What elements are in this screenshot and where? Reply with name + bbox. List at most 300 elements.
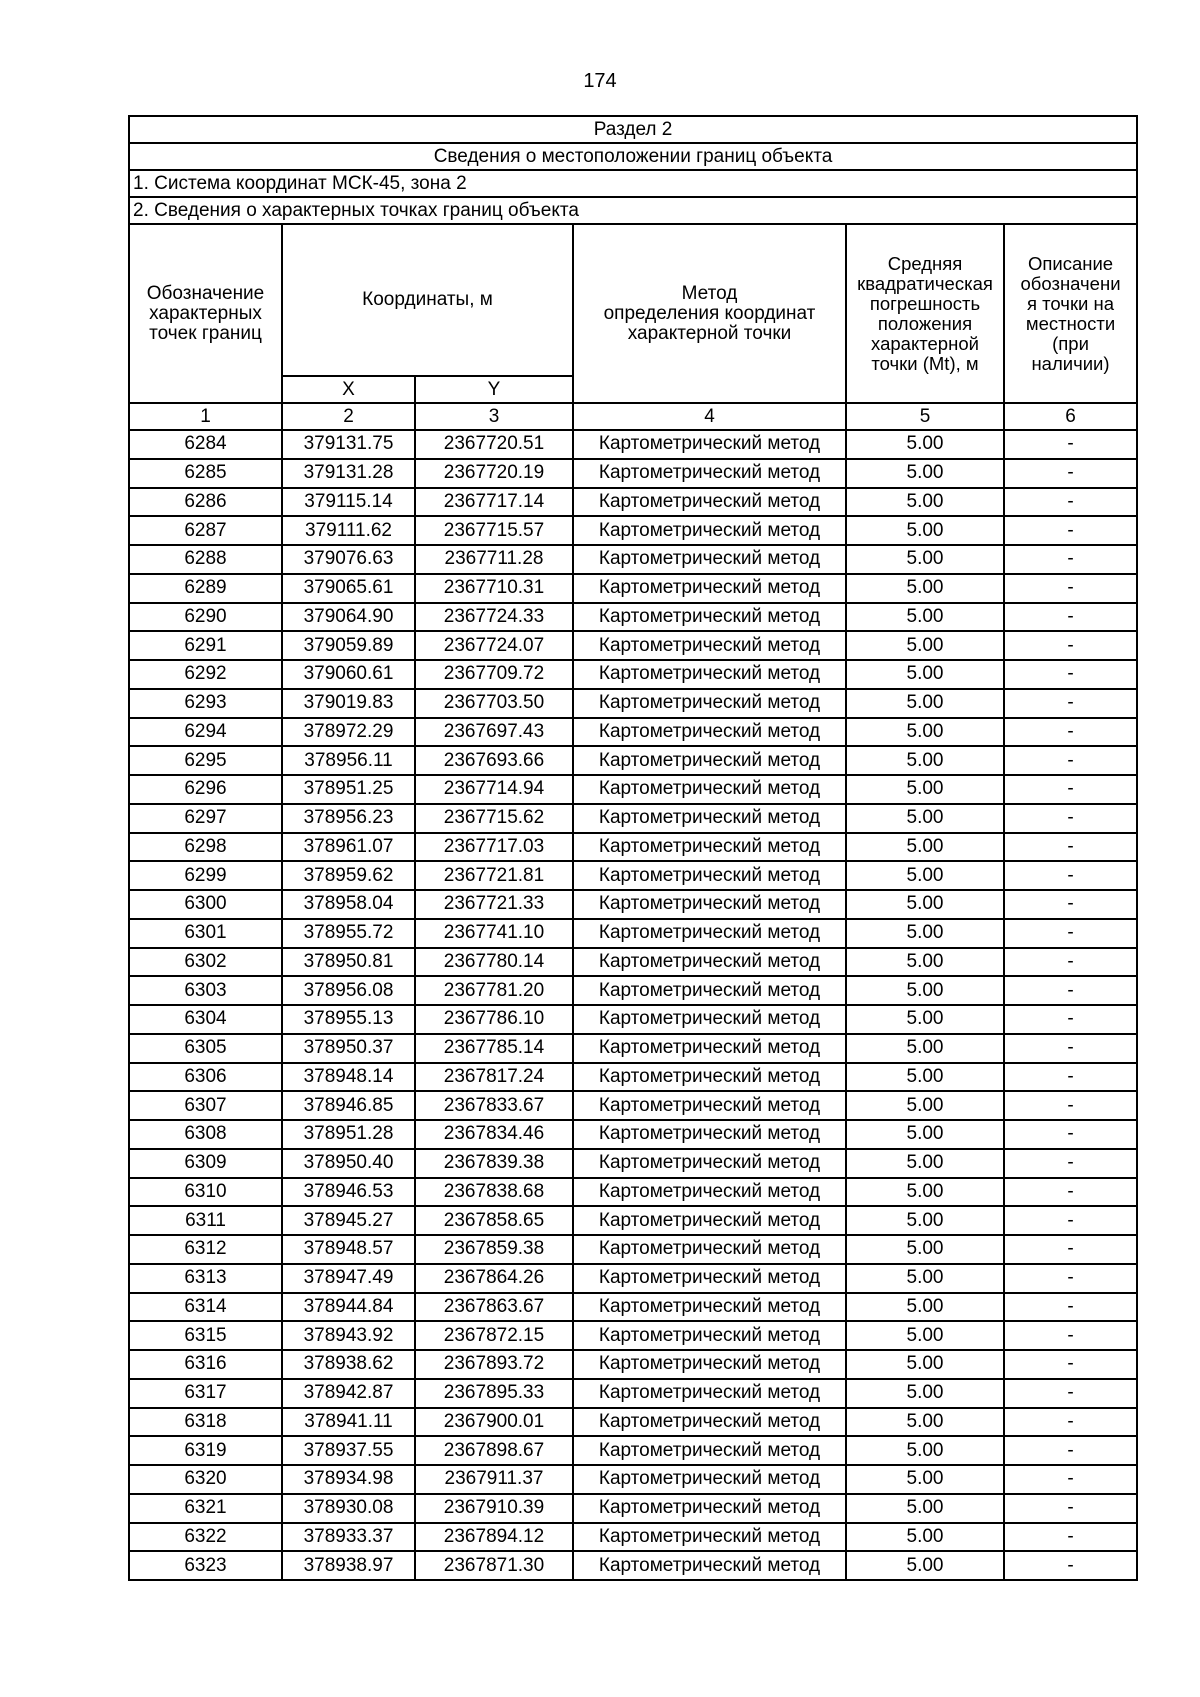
error-cell: 5.00 <box>846 1436 1004 1465</box>
description-cell: - <box>1004 1494 1137 1523</box>
error-cell: 5.00 <box>846 1321 1004 1350</box>
x-coord-cell: 378945.27 <box>282 1206 415 1235</box>
point-id-cell: 6310 <box>129 1178 282 1207</box>
header-coordinates: Координаты, м <box>282 224 573 376</box>
y-coord-cell: 2367715.57 <box>415 516 573 545</box>
x-coord-cell: 378933.37 <box>282 1523 415 1552</box>
description-cell: - <box>1004 1034 1137 1063</box>
table-row <box>129 603 1137 632</box>
method-cell: Картометрический метод <box>573 660 846 689</box>
x-coord-cell: 379059.89 <box>282 631 415 660</box>
method-cell: Картометрический метод <box>573 1436 846 1465</box>
table-row <box>129 488 1137 517</box>
x-coord-cell: 378959.62 <box>282 861 415 890</box>
description-cell: - <box>1004 919 1137 948</box>
method-cell: Картометрический метод <box>573 1523 846 1552</box>
y-coord-cell: 2367858.65 <box>415 1206 573 1235</box>
description-cell: - <box>1004 1408 1137 1437</box>
description-cell: - <box>1004 516 1137 545</box>
method-cell: Картометрический метод <box>573 775 846 804</box>
section-subtitle: Сведения о местоположении границ объекта <box>129 143 1137 170</box>
x-coord-cell: 378941.11 <box>282 1408 415 1437</box>
x-coord-cell: 378946.85 <box>282 1091 415 1120</box>
description-cell: - <box>1004 574 1137 603</box>
error-cell: 5.00 <box>846 1149 1004 1178</box>
error-cell: 5.00 <box>846 430 1004 459</box>
table-row <box>129 1091 1137 1120</box>
table-row <box>129 775 1137 804</box>
method-cell: Картометрический метод <box>573 1178 846 1207</box>
y-coord-cell: 2367833.67 <box>415 1091 573 1120</box>
method-cell: Картометрический метод <box>573 833 846 862</box>
error-cell: 5.00 <box>846 833 1004 862</box>
header-method: Метод определения координат характерной точки <box>573 224 846 403</box>
y-coord-cell: 2367839.38 <box>415 1149 573 1178</box>
y-coord-cell: 2367781.20 <box>415 976 573 1005</box>
x-coord-cell: 378955.72 <box>282 919 415 948</box>
description-cell: - <box>1004 718 1137 747</box>
description-cell: - <box>1004 1091 1137 1120</box>
y-coord-cell: 2367864.26 <box>415 1264 573 1293</box>
point-id-cell: 6293 <box>129 689 282 718</box>
table-row <box>129 1408 1137 1437</box>
x-coord-cell: 378958.04 <box>282 890 415 919</box>
point-id-cell: 6291 <box>129 631 282 660</box>
table-row <box>129 459 1137 488</box>
description-cell: - <box>1004 459 1137 488</box>
x-coord-cell: 378944.84 <box>282 1293 415 1322</box>
table-row <box>129 1206 1137 1235</box>
point-id-cell: 6292 <box>129 660 282 689</box>
error-cell: 5.00 <box>846 574 1004 603</box>
y-coord-cell: 2367894.12 <box>415 1523 573 1552</box>
error-cell: 5.00 <box>846 1034 1004 1063</box>
y-coord-cell: 2367715.62 <box>415 804 573 833</box>
method-cell: Картометрический метод <box>573 574 846 603</box>
y-coord-cell: 2367709.72 <box>415 660 573 689</box>
method-cell: Картометрический метод <box>573 1091 846 1120</box>
error-cell: 5.00 <box>846 689 1004 718</box>
error-cell: 5.00 <box>846 1206 1004 1235</box>
y-coord-cell: 2367717.03 <box>415 833 573 862</box>
point-id-cell: 6297 <box>129 804 282 833</box>
header-description: Описание обозначени я точки на местности (при наличии) <box>1004 224 1137 403</box>
x-coord-cell: 379131.28 <box>282 459 415 488</box>
y-coord-cell: 2367697.43 <box>415 718 573 747</box>
x-coord-cell: 378972.29 <box>282 718 415 747</box>
description-cell: - <box>1004 861 1137 890</box>
x-coord-cell: 378946.53 <box>282 1178 415 1207</box>
x-coord-cell: 378934.98 <box>282 1465 415 1494</box>
y-coord-cell: 2367693.66 <box>415 746 573 775</box>
table-row <box>129 1465 1137 1494</box>
y-coord-cell: 2367741.10 <box>415 919 573 948</box>
y-coord-cell: 2367721.33 <box>415 890 573 919</box>
description-cell: - <box>1004 1120 1137 1149</box>
description-cell: - <box>1004 890 1137 919</box>
y-coord-cell: 2367711.28 <box>415 545 573 574</box>
error-cell: 5.00 <box>846 1005 1004 1034</box>
point-id-cell: 6306 <box>129 1063 282 1092</box>
point-id-cell: 6308 <box>129 1120 282 1149</box>
table-row <box>129 1293 1137 1322</box>
method-cell: Картометрический метод <box>573 1034 846 1063</box>
x-coord-cell: 378955.13 <box>282 1005 415 1034</box>
point-id-cell: 6312 <box>129 1235 282 1264</box>
y-coord-cell: 2367714.94 <box>415 775 573 804</box>
table-row <box>129 833 1137 862</box>
coord-system-line: 1. Система координат МСК-45, зона 2 <box>129 170 1137 197</box>
table-row <box>129 631 1137 660</box>
error-cell: 5.00 <box>846 1091 1004 1120</box>
description-cell: - <box>1004 631 1137 660</box>
error-cell: 5.00 <box>846 1235 1004 1264</box>
error-cell: 5.00 <box>846 1178 1004 1207</box>
point-id-cell: 6322 <box>129 1523 282 1552</box>
error-cell: 5.00 <box>846 1523 1004 1552</box>
method-cell: Картометрический метод <box>573 631 846 660</box>
method-cell: Картометрический метод <box>573 1494 846 1523</box>
y-coord-cell: 2367871.30 <box>415 1551 573 1580</box>
method-cell: Картометрический метод <box>573 1206 846 1235</box>
table-row <box>129 1523 1137 1552</box>
table-row <box>129 746 1137 775</box>
header-error: Средняя квадратическая погрешность положения характерной точки (Mt), м <box>846 224 1004 403</box>
error-cell: 5.00 <box>846 1120 1004 1149</box>
x-coord-cell: 378951.25 <box>282 775 415 804</box>
point-id-cell: 6319 <box>129 1436 282 1465</box>
error-cell: 5.00 <box>846 804 1004 833</box>
method-cell: Картометрический метод <box>573 976 846 1005</box>
method-cell: Картометрический метод <box>573 1293 846 1322</box>
method-cell: Картометрический метод <box>573 516 846 545</box>
description-cell: - <box>1004 775 1137 804</box>
error-cell: 5.00 <box>846 516 1004 545</box>
y-coord-cell: 2367900.01 <box>415 1408 573 1437</box>
description-cell: - <box>1004 1321 1137 1350</box>
point-id-cell: 6296 <box>129 775 282 804</box>
point-id-cell: 6320 <box>129 1465 282 1494</box>
method-cell: Картометрический метод <box>573 459 846 488</box>
y-coord-cell: 2367817.24 <box>415 1063 573 1092</box>
table-row <box>129 545 1137 574</box>
method-cell: Картометрический метод <box>573 1005 846 1034</box>
method-cell: Картометрический метод <box>573 1235 846 1264</box>
description-cell: - <box>1004 1235 1137 1264</box>
method-cell: Картометрический метод <box>573 919 846 948</box>
y-coord-cell: 2367893.72 <box>415 1350 573 1379</box>
error-cell: 5.00 <box>846 1350 1004 1379</box>
method-cell: Картометрический метод <box>573 1551 846 1580</box>
x-coord-cell: 379115.14 <box>282 488 415 517</box>
method-cell: Картометрический метод <box>573 1465 846 1494</box>
point-id-cell: 6316 <box>129 1350 282 1379</box>
description-cell: - <box>1004 1523 1137 1552</box>
method-cell: Картометрический метод <box>573 890 846 919</box>
description-cell: - <box>1004 1293 1137 1322</box>
error-cell: 5.00 <box>846 488 1004 517</box>
error-cell: 5.00 <box>846 545 1004 574</box>
table-row <box>129 976 1137 1005</box>
page-number: 174 <box>583 70 617 92</box>
description-cell: - <box>1004 1379 1137 1408</box>
points-heading: 2. Сведения о характерных точках границ объекта <box>129 197 1137 224</box>
table-row <box>129 1350 1137 1379</box>
table-row <box>129 1005 1137 1034</box>
point-id-cell: 6299 <box>129 861 282 890</box>
method-cell: Картометрический метод <box>573 1264 846 1293</box>
description-cell: - <box>1004 1063 1137 1092</box>
table-row <box>129 1235 1137 1264</box>
error-cell: 5.00 <box>846 1465 1004 1494</box>
column-number: 2 <box>282 403 415 430</box>
description-cell: - <box>1004 1149 1137 1178</box>
table-row <box>129 1264 1137 1293</box>
point-id-cell: 6317 <box>129 1379 282 1408</box>
x-coord-cell: 378956.23 <box>282 804 415 833</box>
point-id-cell: 6289 <box>129 574 282 603</box>
column-number: 6 <box>1004 403 1137 430</box>
error-cell: 5.00 <box>846 861 1004 890</box>
table-row <box>129 948 1137 977</box>
section-title: Раздел 2 <box>129 116 1137 143</box>
description-cell: - <box>1004 1465 1137 1494</box>
table-row <box>129 1149 1137 1178</box>
y-coord-cell: 2367863.67 <box>415 1293 573 1322</box>
column-number: 4 <box>573 403 846 430</box>
x-coord-cell: 379060.61 <box>282 660 415 689</box>
x-coord-cell: 378947.49 <box>282 1264 415 1293</box>
y-coord-cell: 2367724.33 <box>415 603 573 632</box>
error-cell: 5.00 <box>846 1551 1004 1580</box>
x-coord-cell: 378956.11 <box>282 746 415 775</box>
x-coord-cell: 379131.75 <box>282 430 415 459</box>
error-cell: 5.00 <box>846 603 1004 632</box>
error-cell: 5.00 <box>846 890 1004 919</box>
x-coord-cell: 378942.87 <box>282 1379 415 1408</box>
error-cell: 5.00 <box>846 718 1004 747</box>
table-row <box>129 1551 1137 1580</box>
table-row <box>129 1063 1137 1092</box>
error-cell: 5.00 <box>846 1063 1004 1092</box>
y-coord-cell: 2367785.14 <box>415 1034 573 1063</box>
table-row <box>129 718 1137 747</box>
point-id-cell: 6287 <box>129 516 282 545</box>
x-coord-cell: 378961.07 <box>282 833 415 862</box>
x-coord-cell: 379111.62 <box>282 516 415 545</box>
point-id-cell: 6314 <box>129 1293 282 1322</box>
point-id-cell: 6313 <box>129 1264 282 1293</box>
error-cell: 5.00 <box>846 631 1004 660</box>
method-cell: Картометрический метод <box>573 948 846 977</box>
y-coord-cell: 2367872.15 <box>415 1321 573 1350</box>
y-coord-cell: 2367786.10 <box>415 1005 573 1034</box>
description-cell: - <box>1004 430 1137 459</box>
table-row <box>129 1436 1137 1465</box>
x-coord-cell: 379019.83 <box>282 689 415 718</box>
y-coord-cell: 2367780.14 <box>415 948 573 977</box>
point-id-cell: 6303 <box>129 976 282 1005</box>
point-id-cell: 6318 <box>129 1408 282 1437</box>
description-cell: - <box>1004 603 1137 632</box>
error-cell: 5.00 <box>846 976 1004 1005</box>
method-cell: Картометрический метод <box>573 1379 846 1408</box>
table-row <box>129 861 1137 890</box>
table-row <box>129 1321 1137 1350</box>
description-cell: - <box>1004 948 1137 977</box>
x-coord-cell: 379076.63 <box>282 545 415 574</box>
x-coord-cell: 378937.55 <box>282 1436 415 1465</box>
error-cell: 5.00 <box>846 1293 1004 1322</box>
y-coord-cell: 2367720.19 <box>415 459 573 488</box>
point-id-cell: 6288 <box>129 545 282 574</box>
error-cell: 5.00 <box>846 1494 1004 1523</box>
column-numbers-row <box>129 403 1137 430</box>
y-coord-cell: 2367834.46 <box>415 1120 573 1149</box>
method-cell: Картометрический метод <box>573 689 846 718</box>
x-coord-cell: 378956.08 <box>282 976 415 1005</box>
point-id-cell: 6290 <box>129 603 282 632</box>
column-number: 1 <box>129 403 282 430</box>
point-id-cell: 6323 <box>129 1551 282 1580</box>
column-number: 5 <box>846 403 1004 430</box>
method-cell: Картометрический метод <box>573 603 846 632</box>
table-row <box>129 1120 1137 1149</box>
error-cell: 5.00 <box>846 948 1004 977</box>
table-row <box>129 430 1137 459</box>
y-coord-cell: 2367721.81 <box>415 861 573 890</box>
table-row <box>129 1379 1137 1408</box>
description-cell: - <box>1004 1206 1137 1235</box>
description-cell: - <box>1004 1436 1137 1465</box>
description-cell: - <box>1004 1005 1137 1034</box>
method-cell: Картометрический метод <box>573 1408 846 1437</box>
point-id-cell: 6311 <box>129 1206 282 1235</box>
description-cell: - <box>1004 689 1137 718</box>
table-row <box>129 1494 1137 1523</box>
error-cell: 5.00 <box>846 459 1004 488</box>
method-cell: Картометрический метод <box>573 1149 846 1178</box>
table-row <box>129 660 1137 689</box>
y-coord-cell: 2367911.37 <box>415 1465 573 1494</box>
table-row <box>129 1034 1137 1063</box>
point-id-cell: 6304 <box>129 1005 282 1034</box>
x-coord-cell: 379064.90 <box>282 603 415 632</box>
table-row <box>129 919 1137 948</box>
table-row <box>129 516 1137 545</box>
y-coord-cell: 2367838.68 <box>415 1178 573 1207</box>
point-id-cell: 6321 <box>129 1494 282 1523</box>
point-id-cell: 6309 <box>129 1149 282 1178</box>
header-x: X <box>282 376 415 403</box>
boundary-points-table <box>128 115 1138 1581</box>
column-number: 3 <box>415 403 573 430</box>
x-coord-cell: 378943.92 <box>282 1321 415 1350</box>
method-cell: Картометрический метод <box>573 1063 846 1092</box>
point-id-cell: 6284 <box>129 430 282 459</box>
description-cell: - <box>1004 804 1137 833</box>
method-cell: Картометрический метод <box>573 1120 846 1149</box>
y-coord-cell: 2367898.67 <box>415 1436 573 1465</box>
method-cell: Картометрический метод <box>573 861 846 890</box>
description-cell: - <box>1004 660 1137 689</box>
y-coord-cell: 2367703.50 <box>415 689 573 718</box>
description-cell: - <box>1004 1350 1137 1379</box>
method-cell: Картометрический метод <box>573 718 846 747</box>
y-coord-cell: 2367859.38 <box>415 1235 573 1264</box>
point-id-cell: 6295 <box>129 746 282 775</box>
description-cell: - <box>1004 1551 1137 1580</box>
method-cell: Картометрический метод <box>573 1350 846 1379</box>
error-cell: 5.00 <box>846 1379 1004 1408</box>
point-id-cell: 6302 <box>129 948 282 977</box>
method-cell: Картометрический метод <box>573 430 846 459</box>
table-row <box>129 890 1137 919</box>
error-cell: 5.00 <box>846 1408 1004 1437</box>
point-id-cell: 6286 <box>129 488 282 517</box>
description-cell: - <box>1004 1178 1137 1207</box>
method-cell: Картометрический метод <box>573 545 846 574</box>
x-coord-cell: 378950.40 <box>282 1149 415 1178</box>
x-coord-cell: 378948.14 <box>282 1063 415 1092</box>
table-row <box>129 689 1137 718</box>
x-coord-cell: 378938.97 <box>282 1551 415 1580</box>
description-cell: - <box>1004 976 1137 1005</box>
method-cell: Картометрический метод <box>573 488 846 517</box>
point-id-cell: 6301 <box>129 919 282 948</box>
header-designation: Обозначение характерных точек границ <box>129 224 282 403</box>
error-cell: 5.00 <box>846 919 1004 948</box>
y-coord-cell: 2367720.51 <box>415 430 573 459</box>
y-coord-cell: 2367724.07 <box>415 631 573 660</box>
table-row <box>129 804 1137 833</box>
error-cell: 5.00 <box>846 1264 1004 1293</box>
x-coord-cell: 378950.81 <box>282 948 415 977</box>
y-coord-cell: 2367895.33 <box>415 1379 573 1408</box>
x-coord-cell: 378950.37 <box>282 1034 415 1063</box>
description-cell: - <box>1004 1264 1137 1293</box>
point-id-cell: 6315 <box>129 1321 282 1350</box>
description-cell: - <box>1004 746 1137 775</box>
y-coord-cell: 2367910.39 <box>415 1494 573 1523</box>
point-id-cell: 6300 <box>129 890 282 919</box>
x-coord-cell: 379065.61 <box>282 574 415 603</box>
point-id-cell: 6285 <box>129 459 282 488</box>
y-coord-cell: 2367710.31 <box>415 574 573 603</box>
table-row <box>129 574 1137 603</box>
x-coord-cell: 378930.08 <box>282 1494 415 1523</box>
description-cell: - <box>1004 545 1137 574</box>
table-row <box>129 1178 1137 1207</box>
y-coord-cell: 2367717.14 <box>415 488 573 517</box>
point-id-cell: 6298 <box>129 833 282 862</box>
error-cell: 5.00 <box>846 660 1004 689</box>
method-cell: Картометрический метод <box>573 1321 846 1350</box>
method-cell: Картометрический метод <box>573 746 846 775</box>
error-cell: 5.00 <box>846 746 1004 775</box>
point-id-cell: 6294 <box>129 718 282 747</box>
point-id-cell: 6307 <box>129 1091 282 1120</box>
error-cell: 5.00 <box>846 775 1004 804</box>
x-coord-cell: 378938.62 <box>282 1350 415 1379</box>
description-cell: - <box>1004 488 1137 517</box>
method-cell: Картометрический метод <box>573 804 846 833</box>
x-coord-cell: 378951.28 <box>282 1120 415 1149</box>
x-coord-cell: 378948.57 <box>282 1235 415 1264</box>
description-cell: - <box>1004 833 1137 862</box>
header-y: Y <box>415 376 573 403</box>
point-id-cell: 6305 <box>129 1034 282 1063</box>
